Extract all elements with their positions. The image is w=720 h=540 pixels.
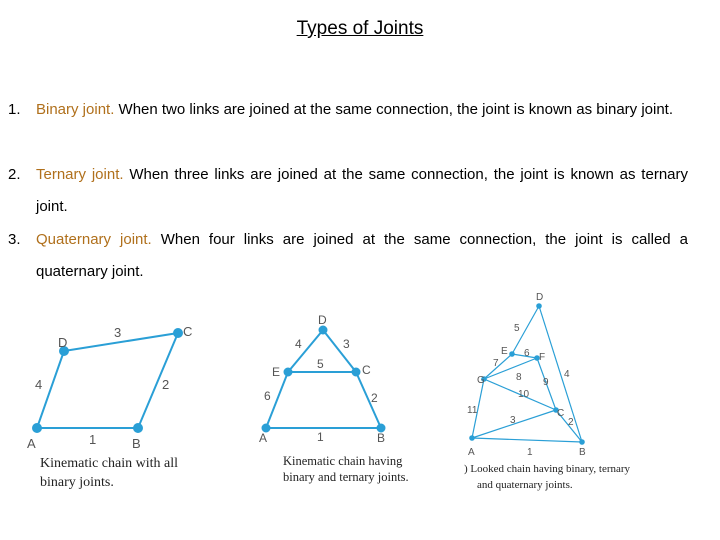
joint-c xyxy=(353,369,360,376)
link-label-3: 3 xyxy=(114,325,122,340)
node-label-f: F xyxy=(539,352,546,363)
node-label-e: E xyxy=(272,365,281,379)
link-3 xyxy=(323,330,356,372)
link-label-4: 4 xyxy=(295,337,302,351)
list-number: 2. xyxy=(8,166,21,183)
link-label-3: 3 xyxy=(343,337,350,351)
node-label-c: C xyxy=(557,408,565,419)
link-label-1: 1 xyxy=(527,447,533,458)
joint-a xyxy=(470,436,474,440)
link-label-8: 8 xyxy=(516,372,522,383)
node-label-c: C xyxy=(183,324,193,339)
page-title: Types of Joints xyxy=(296,18,424,39)
link-label-4: 4 xyxy=(35,377,43,392)
node-label-a: A xyxy=(468,447,475,458)
node-label-d: D xyxy=(318,313,327,327)
joint-d xyxy=(320,327,327,334)
link-label-2: 2 xyxy=(568,417,574,428)
link-label-3: 3 xyxy=(510,415,516,426)
figure-caption-line: binary joints. xyxy=(40,475,114,490)
joint-e xyxy=(510,352,514,356)
link-label-6: 6 xyxy=(264,389,271,403)
link-label-5: 5 xyxy=(514,323,520,334)
node-label-a: A xyxy=(27,436,36,451)
joint-a xyxy=(33,424,41,432)
term-ternary-joint: Ternary joint. xyxy=(36,166,124,183)
joint-c xyxy=(174,329,182,337)
link-label-4: 4 xyxy=(564,369,570,380)
link-label-2: 2 xyxy=(371,391,378,405)
link-label-5: 5 xyxy=(317,357,324,371)
joint-d xyxy=(537,304,541,308)
node-label-d: D xyxy=(536,292,544,303)
link-label-10: 10 xyxy=(518,389,530,400)
node-label-a: A xyxy=(259,431,268,445)
node-label-e: E xyxy=(501,346,508,357)
link-1 xyxy=(472,438,582,442)
node-label-b: B xyxy=(579,447,586,458)
link-label-9: 9 xyxy=(543,377,549,388)
figure-binary-chain xyxy=(33,329,182,432)
link-label-7: 7 xyxy=(493,358,499,369)
term-quaternary-joint: Quaternary joint. xyxy=(36,231,152,248)
link-2 xyxy=(138,333,178,428)
node-label-c: C xyxy=(362,363,371,377)
list-number: 3. xyxy=(8,231,21,248)
link-label-11: 11 xyxy=(467,405,478,416)
link-label-1: 1 xyxy=(317,430,324,444)
link-4 xyxy=(539,306,582,442)
definition-text: When three links are joined at the same connection, the joint is known as ternary joint. xyxy=(36,166,688,215)
definition-text: When two links are joined at the same connection, the joint is known as binary joint. xyxy=(114,101,674,118)
link-label-2: 2 xyxy=(162,377,170,392)
figure-caption-line: ) Looked chain having binary, ternary xyxy=(464,463,631,475)
node-label-d: D xyxy=(58,335,68,350)
joint-e xyxy=(285,369,292,376)
node-label-g: G xyxy=(477,375,485,386)
figure-caption-line: Kinematic chain having xyxy=(283,454,403,468)
figure-caption-line: Kinematic chain with all xyxy=(40,456,179,471)
term-binary-joint: Binary joint. xyxy=(36,101,115,118)
joint-b xyxy=(134,424,142,432)
link-8 xyxy=(484,358,537,379)
node-label-b: B xyxy=(377,431,386,445)
joint-b xyxy=(580,440,584,444)
figure-ternary-chain xyxy=(263,327,385,432)
figure-caption-line: binary and ternary joints. xyxy=(283,470,409,484)
figure-caption-line: and quaternary joints. xyxy=(477,479,573,491)
definition-text: When four links are joined at the same connection, the joint is called a quaternary joint. xyxy=(36,231,688,280)
node-label-b: B xyxy=(132,436,141,451)
link-label-6: 6 xyxy=(524,348,530,359)
link-label-1: 1 xyxy=(89,432,97,447)
list-number: 1. xyxy=(8,101,21,118)
